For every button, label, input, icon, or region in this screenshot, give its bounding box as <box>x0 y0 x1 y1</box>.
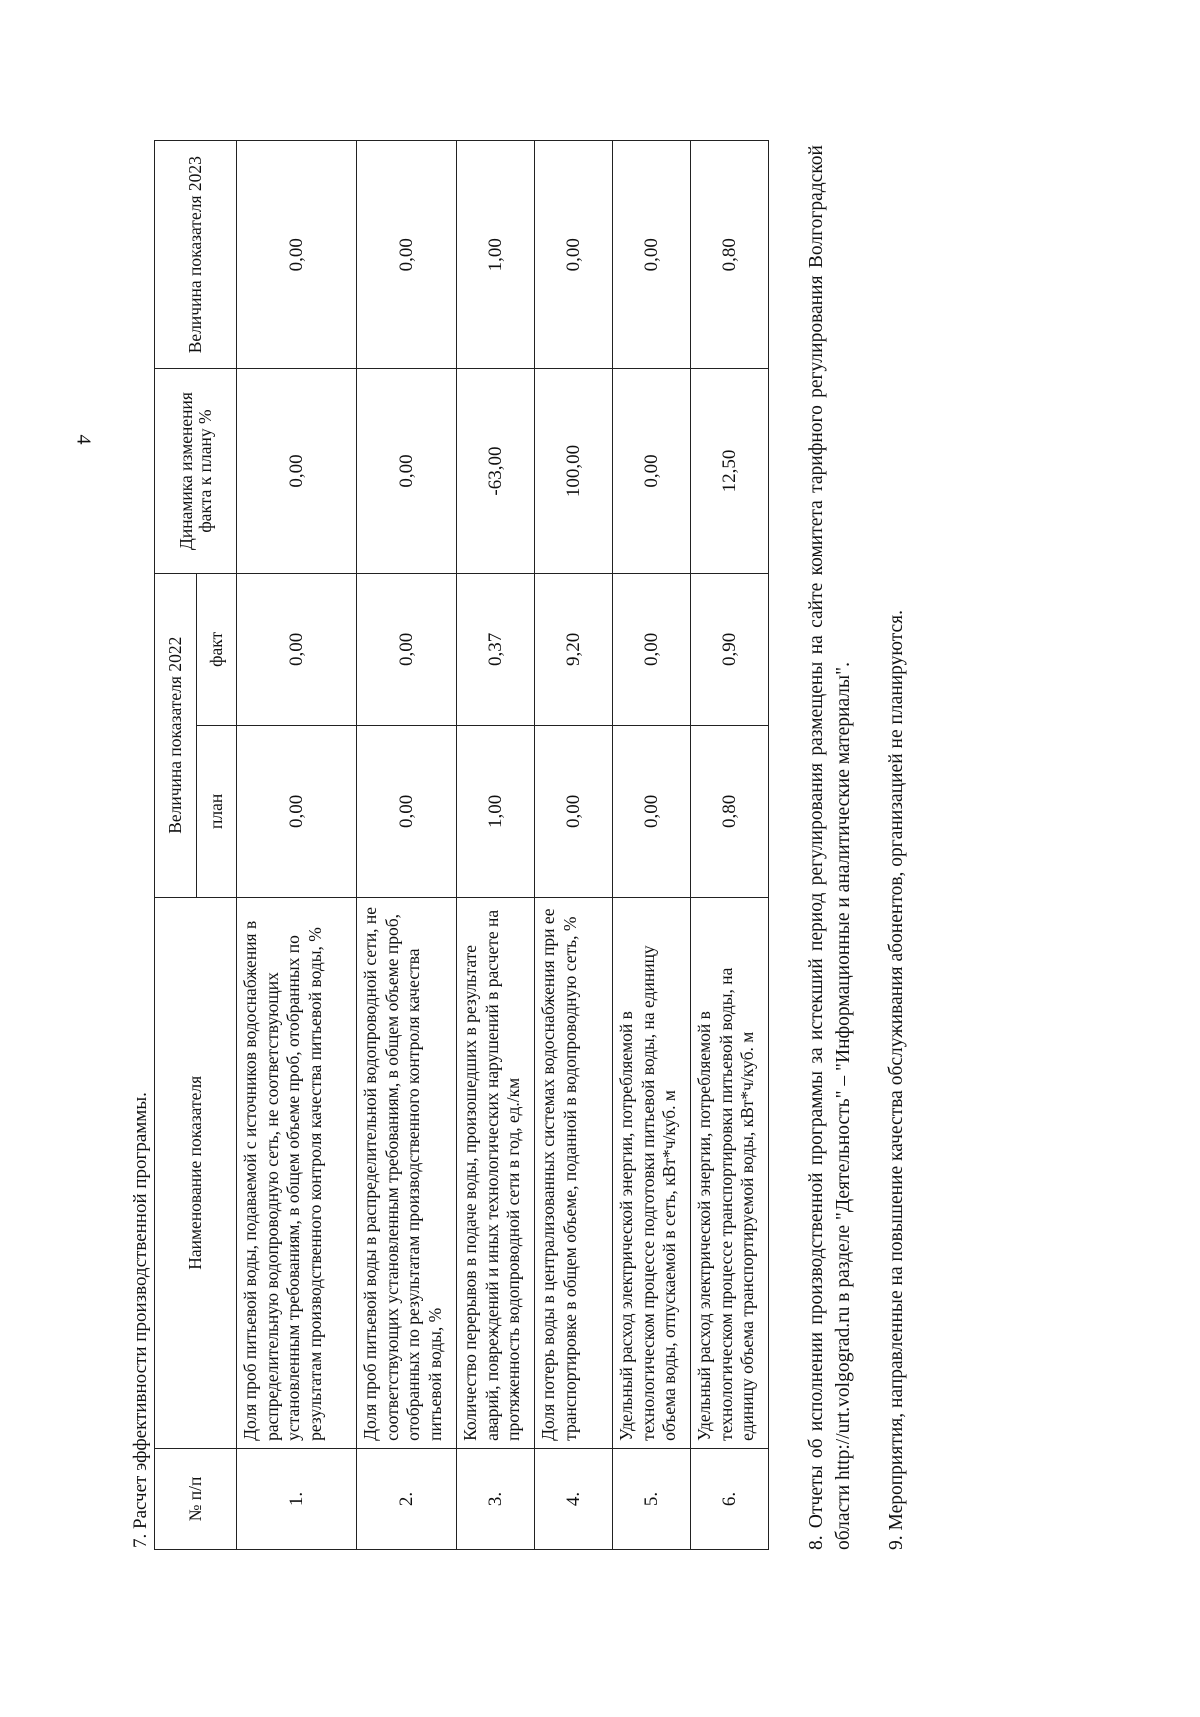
header-index: № п/п <box>155 1448 237 1549</box>
row-index: 4. <box>535 1448 613 1549</box>
row-dynamics: 0,00 <box>237 369 357 573</box>
row-fact: 0,90 <box>691 573 769 725</box>
header-value-2023: Величина показателя 2023 <box>155 141 237 369</box>
efficiency-table <box>154 140 769 1550</box>
row-value-2023: 1,00 <box>457 141 535 369</box>
table-row <box>357 141 457 1550</box>
header-fact: факт <box>197 573 237 725</box>
row-name: Удельный расход электрической энергии, потребляемой в технологическом процессе транспортировки питьевой воды, на единицу объема транспортируемой воды, кВт*ч/куб. м <box>691 897 769 1448</box>
row-dynamics: 100,00 <box>535 369 613 573</box>
header-name: Наименование показателя <box>155 897 237 1448</box>
row-fact: 0,00 <box>613 573 691 725</box>
section-8-paragraph: 8. Отчеты об исполнении производственной программы за истекший период регулирования размещены на сайте комитета тарифного регулирования Волгоградской области http://urt.volgograd.ru в разделе "Деятельность" – "Информационные и аналитические материалы". <box>806 145 854 1550</box>
row-value-2023: 0,00 <box>357 141 457 369</box>
row-fact: 9,20 <box>535 573 613 725</box>
row-plan: 0,00 <box>237 725 357 897</box>
row-value-2023: 0,00 <box>613 141 691 369</box>
row-value-2023: 0,00 <box>237 141 357 369</box>
rotated-page-content <box>130 128 960 1558</box>
row-index: 5. <box>613 1448 691 1549</box>
row-dynamics: 0,00 <box>613 369 691 573</box>
page-number: 4 <box>72 434 95 445</box>
section-9-paragraph: 9. Мероприятия, направленные на повышение качества обслуживания абонентов, организацией не планируются. <box>886 610 907 1550</box>
row-index: 3. <box>457 1448 535 1549</box>
table-row <box>613 141 691 1550</box>
table-row <box>457 141 535 1550</box>
row-plan: 0,00 <box>535 725 613 897</box>
row-name: Удельный расход электрической энергии, потребляемой в технологическом процессе подготовки питьевой воды, на единицу объема воды, отпускаемой в сеть, кВт*ч/куб. м <box>613 897 691 1448</box>
row-fact: 0,00 <box>357 573 457 725</box>
row-fact: 0,37 <box>457 573 535 725</box>
table-row <box>237 141 357 1550</box>
row-plan: 0,80 <box>691 725 769 897</box>
row-fact: 0,00 <box>237 573 357 725</box>
row-plan: 0,00 <box>357 725 457 897</box>
row-name: Доля проб питьевой воды, подаваемой с источников водоснабжения в распределительную водопроводную сеть, не соответствующих установленным требованиям, в общем объеме проб, отобранных по результатам производственного контроля качества питьевой воды, % <box>237 897 357 1448</box>
table-row <box>691 141 769 1550</box>
row-index: 2. <box>357 1448 457 1549</box>
row-plan: 1,00 <box>457 725 535 897</box>
row-plan: 0,00 <box>613 725 691 897</box>
row-name: Доля проб питьевой воды в распределительной водопроводной сети, не соответствующих установленным требованиям, в общем объеме проб, отобранных по результатам производственного контроля качества питьевой воды, % <box>357 897 457 1448</box>
row-value-2023: 0,80 <box>691 141 769 369</box>
header-value-2022: Величина показателя 2022 <box>155 573 197 897</box>
header-plan: план <box>197 725 237 897</box>
row-value-2023: 0,00 <box>535 141 613 369</box>
table-row <box>535 141 613 1550</box>
row-name: Количество перерывов в подаче воды, произошедших в результате аварий, повреждений и иных технологических нарушений в расчете на протяженность водопроводной сети в год, ед./км <box>457 897 535 1448</box>
section-title: 7. Расчет эффективности производственной программы. <box>130 1092 151 1548</box>
row-dynamics: 0,00 <box>357 369 457 573</box>
row-dynamics: 12,50 <box>691 369 769 573</box>
row-index: 6. <box>691 1448 769 1549</box>
row-name: Доля потерь воды в централизованных системах водоснабжения при ее транспортировке в общем объеме, поданной в водопроводную сеть, % <box>535 897 613 1448</box>
row-dynamics: -63,00 <box>457 369 535 573</box>
row-index: 1. <box>237 1448 357 1549</box>
header-dynamics: Динамика изменения факта к плану % <box>155 369 237 573</box>
